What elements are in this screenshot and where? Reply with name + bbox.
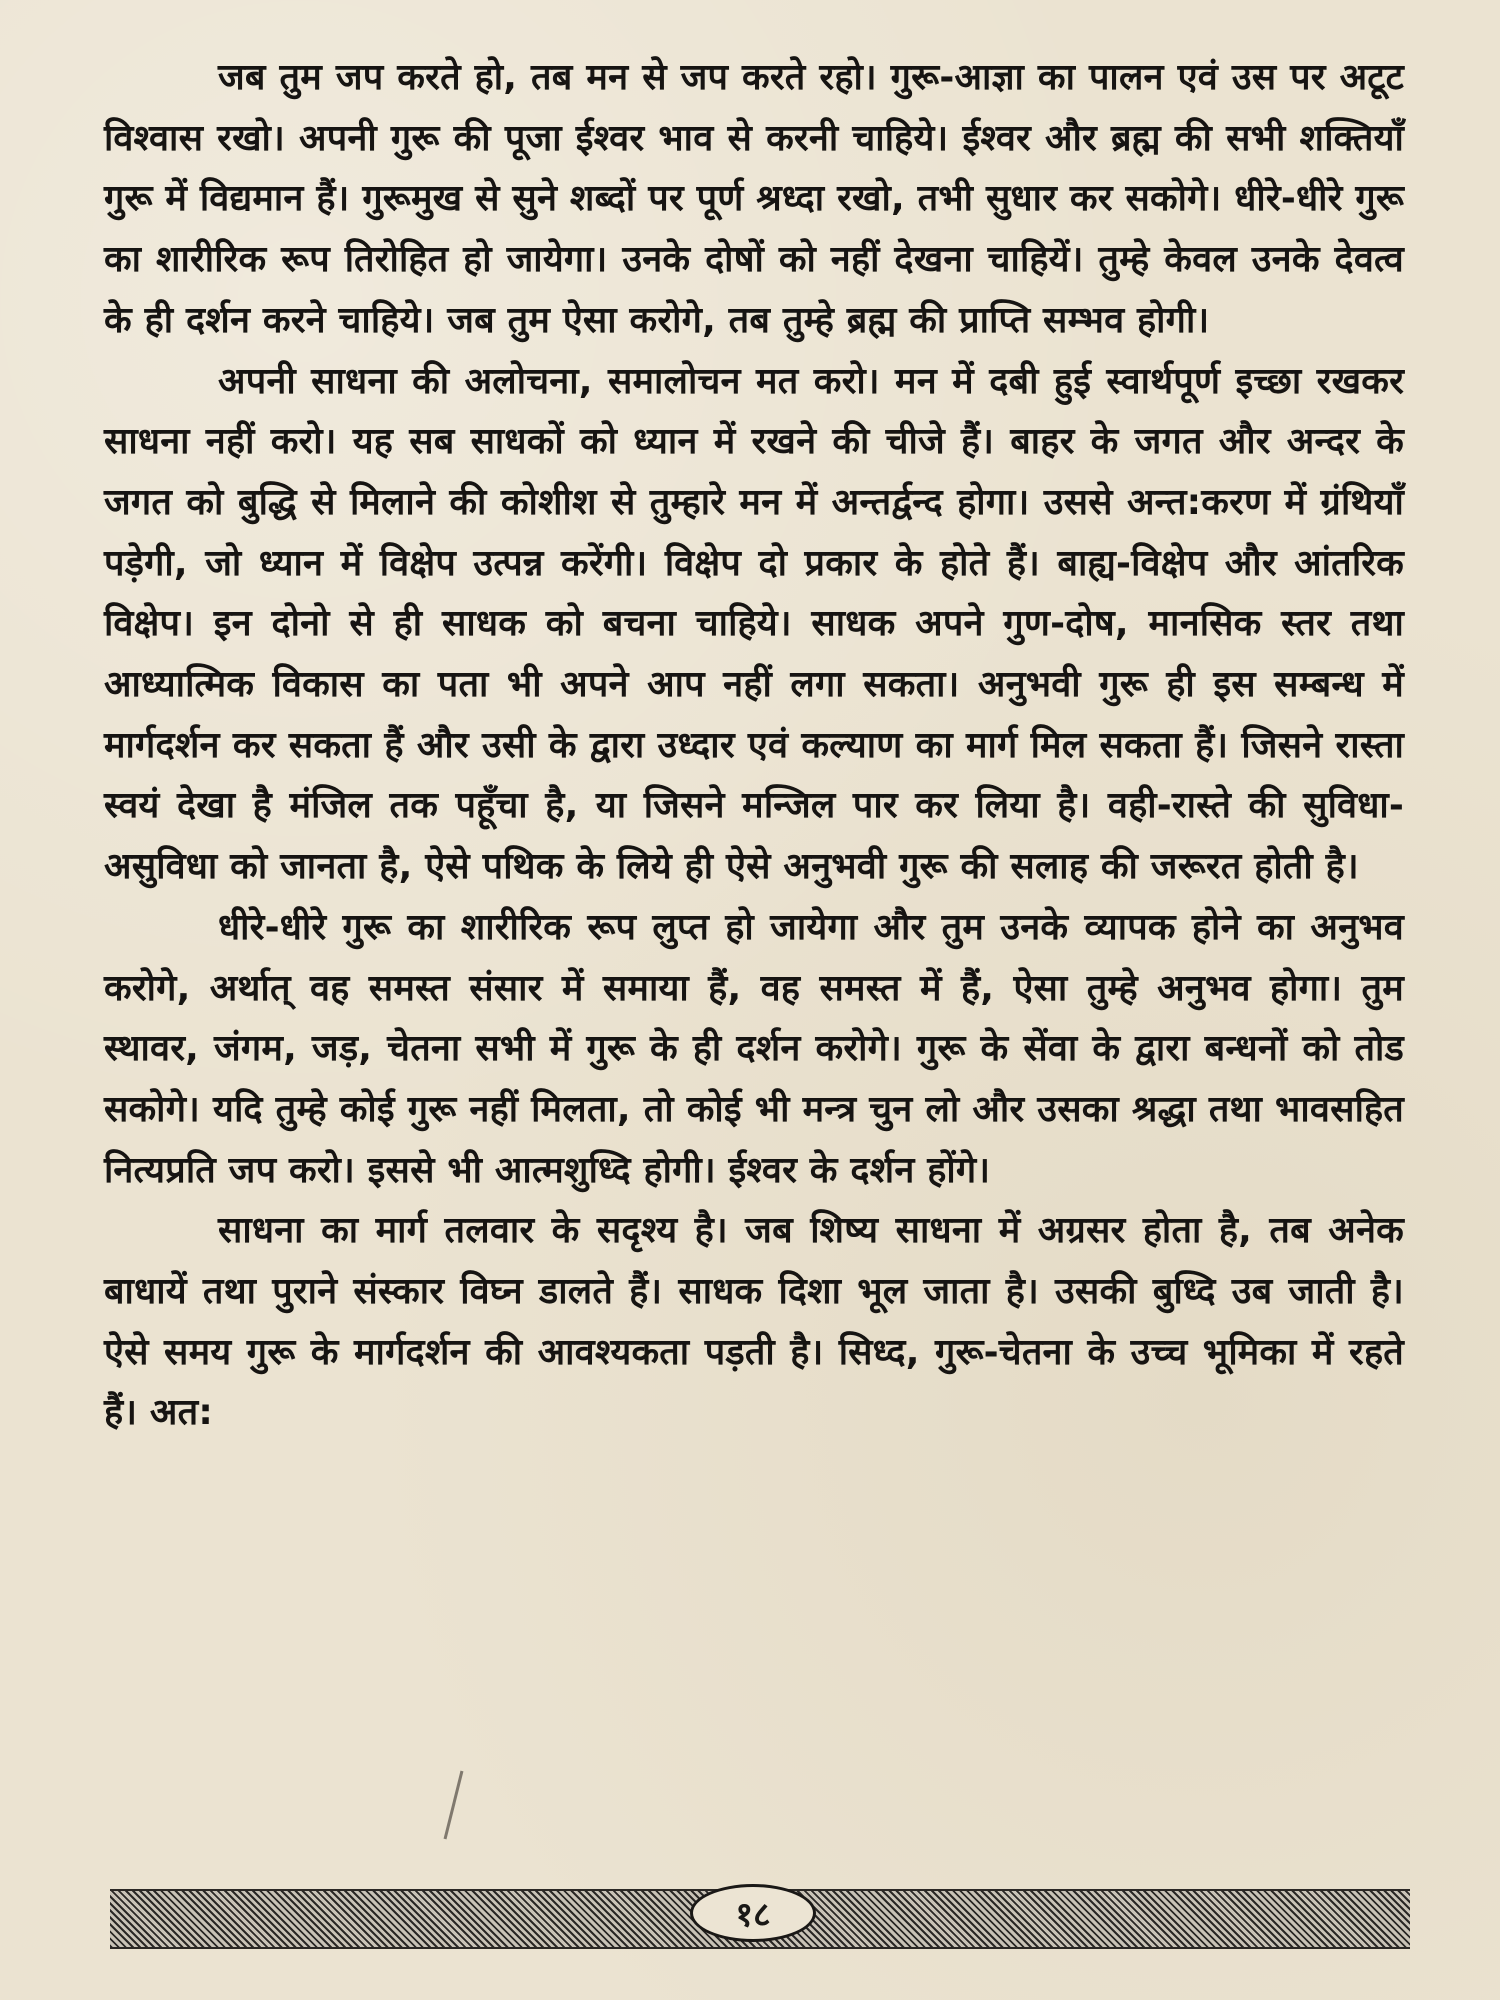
paragraph-4: साधना का मार्ग तलवार के सदृश्य है। जब शिष्य साधना में अग्रसर होता है, तब अनेक बाधायें तथा पुराने संस्कार विघ्न डालते हैं। साधक दिशा भूल जाता है। उसकी बुध्दि उब जाती है। ऐसे समय गुरू के मार्गदर्शन की आवश्यकता पड़ती है। सिध्द, गुरू-चेतना के उच्च भूमिका में रहते हैं। अत:: [104, 1210, 1404, 1434]
paragraph-2: अपनी साधना की अलोचना, समालोचन मत करो। मन में दबी हुई स्वार्थपूर्ण इच्छा रखकर साधना नहीं करो। यह सब साधकों को ध्यान में रखने की चीजे हैं। बाहर के जगत और अन्दर के जगत को बुद्धि से मिलाने की कोशीश से तुम्हारे मन में अन्तर्द्वन्द होगा। उससे अन्त:करण में ग्रंथियाँ पड़ेगी, जो ध्यान में विक्षेप उत्पन्न करेंगी। विक्षेप दो प्रकार के होते हैं। बाह्य-विक्षेप और आंतरिक विक्षेप। इन दोनो से ही साधक को बचना चाहिये। साधक अपने गुण-दोष, मानसिक स्तर तथा आध्यात्मिक विकास का पता भी अपने आप नहीं लगा सकता। अनुभवी गुरू ही इस सम्बन्ध में मार्गदर्शन कर सकता हैं और उसी के द्वारा उध्दार एवं कल्याण का मार्ग मिल सकता हैं। जिसने रास्ता स्वयं देखा है मंजिल तक पहूँचा है, या जिसने मन्जिल पार कर लिया है। वही-रास्ते की सुविधा-असुविधा को जानता है, ऐसे पथिक के लिये ही ऐसे अनुभवी गुरू की सलाह की जरूरत होती है।: [104, 360, 1404, 888]
paragraph-3: धीरे-धीरे गुरू का शारीरिक रूप लुप्त हो जायेगा और तुम उनके व्यापक होने का अनुभव करोगे, अर्थात् वह समस्त संसार में समाया हैं, वह समस्त में हैं, ऐसा तुम्हे अनुभव होगा। तुम स्थावर, जंगम, जड़, चेतना सभी में गुरू के ही दर्शन करोगे। गुरू के सेंवा के द्वारा बन्धनों को तोड सकोगे। यदि तुम्हे कोई गुरू नहीं मिलता, तो कोई भी मन्त्र चुन लो और उसका श्रद्धा तथा भावसहित नित्यप्रति जप करो। इससे भी आत्मशुध्दि होगी। ईश्वर के दर्शन होंगे।: [104, 906, 1404, 1191]
paragraph-1: जब तुम जप करते हो, तब मन से जप करते रहो। गुरू-आज्ञा का पालन एवं उस पर अटूट विश्वास रखो। अपनी गुरू की पूजा ईश्वर भाव से करनी चाहिये। ईश्वर और ब्रह्म की सभी शक्तियाँ गुरू में विद्यमान हैं। गुरूमुख से सुने शब्दों पर पूर्ण श्रध्दा रखो, तभी सुधार कर सकोगे। धीरे-धीरे गुरू का शारीरिक रूप तिरोहित हो जायेगा। उनके दोषों को नहीं देखना चाहियें। तुम्हे केवल उनके देवत्व के ही दर्शन करने चाहिये। जब तुम ऐसा करोगे, तब तुम्हे ब्रह्म की प्राप्ति सम्भव होगी।: [104, 57, 1404, 341]
page-number: १८: [690, 1884, 816, 1942]
scan-scratch-mark: [444, 1771, 464, 1840]
page-body: [104, 48, 1404, 1444]
